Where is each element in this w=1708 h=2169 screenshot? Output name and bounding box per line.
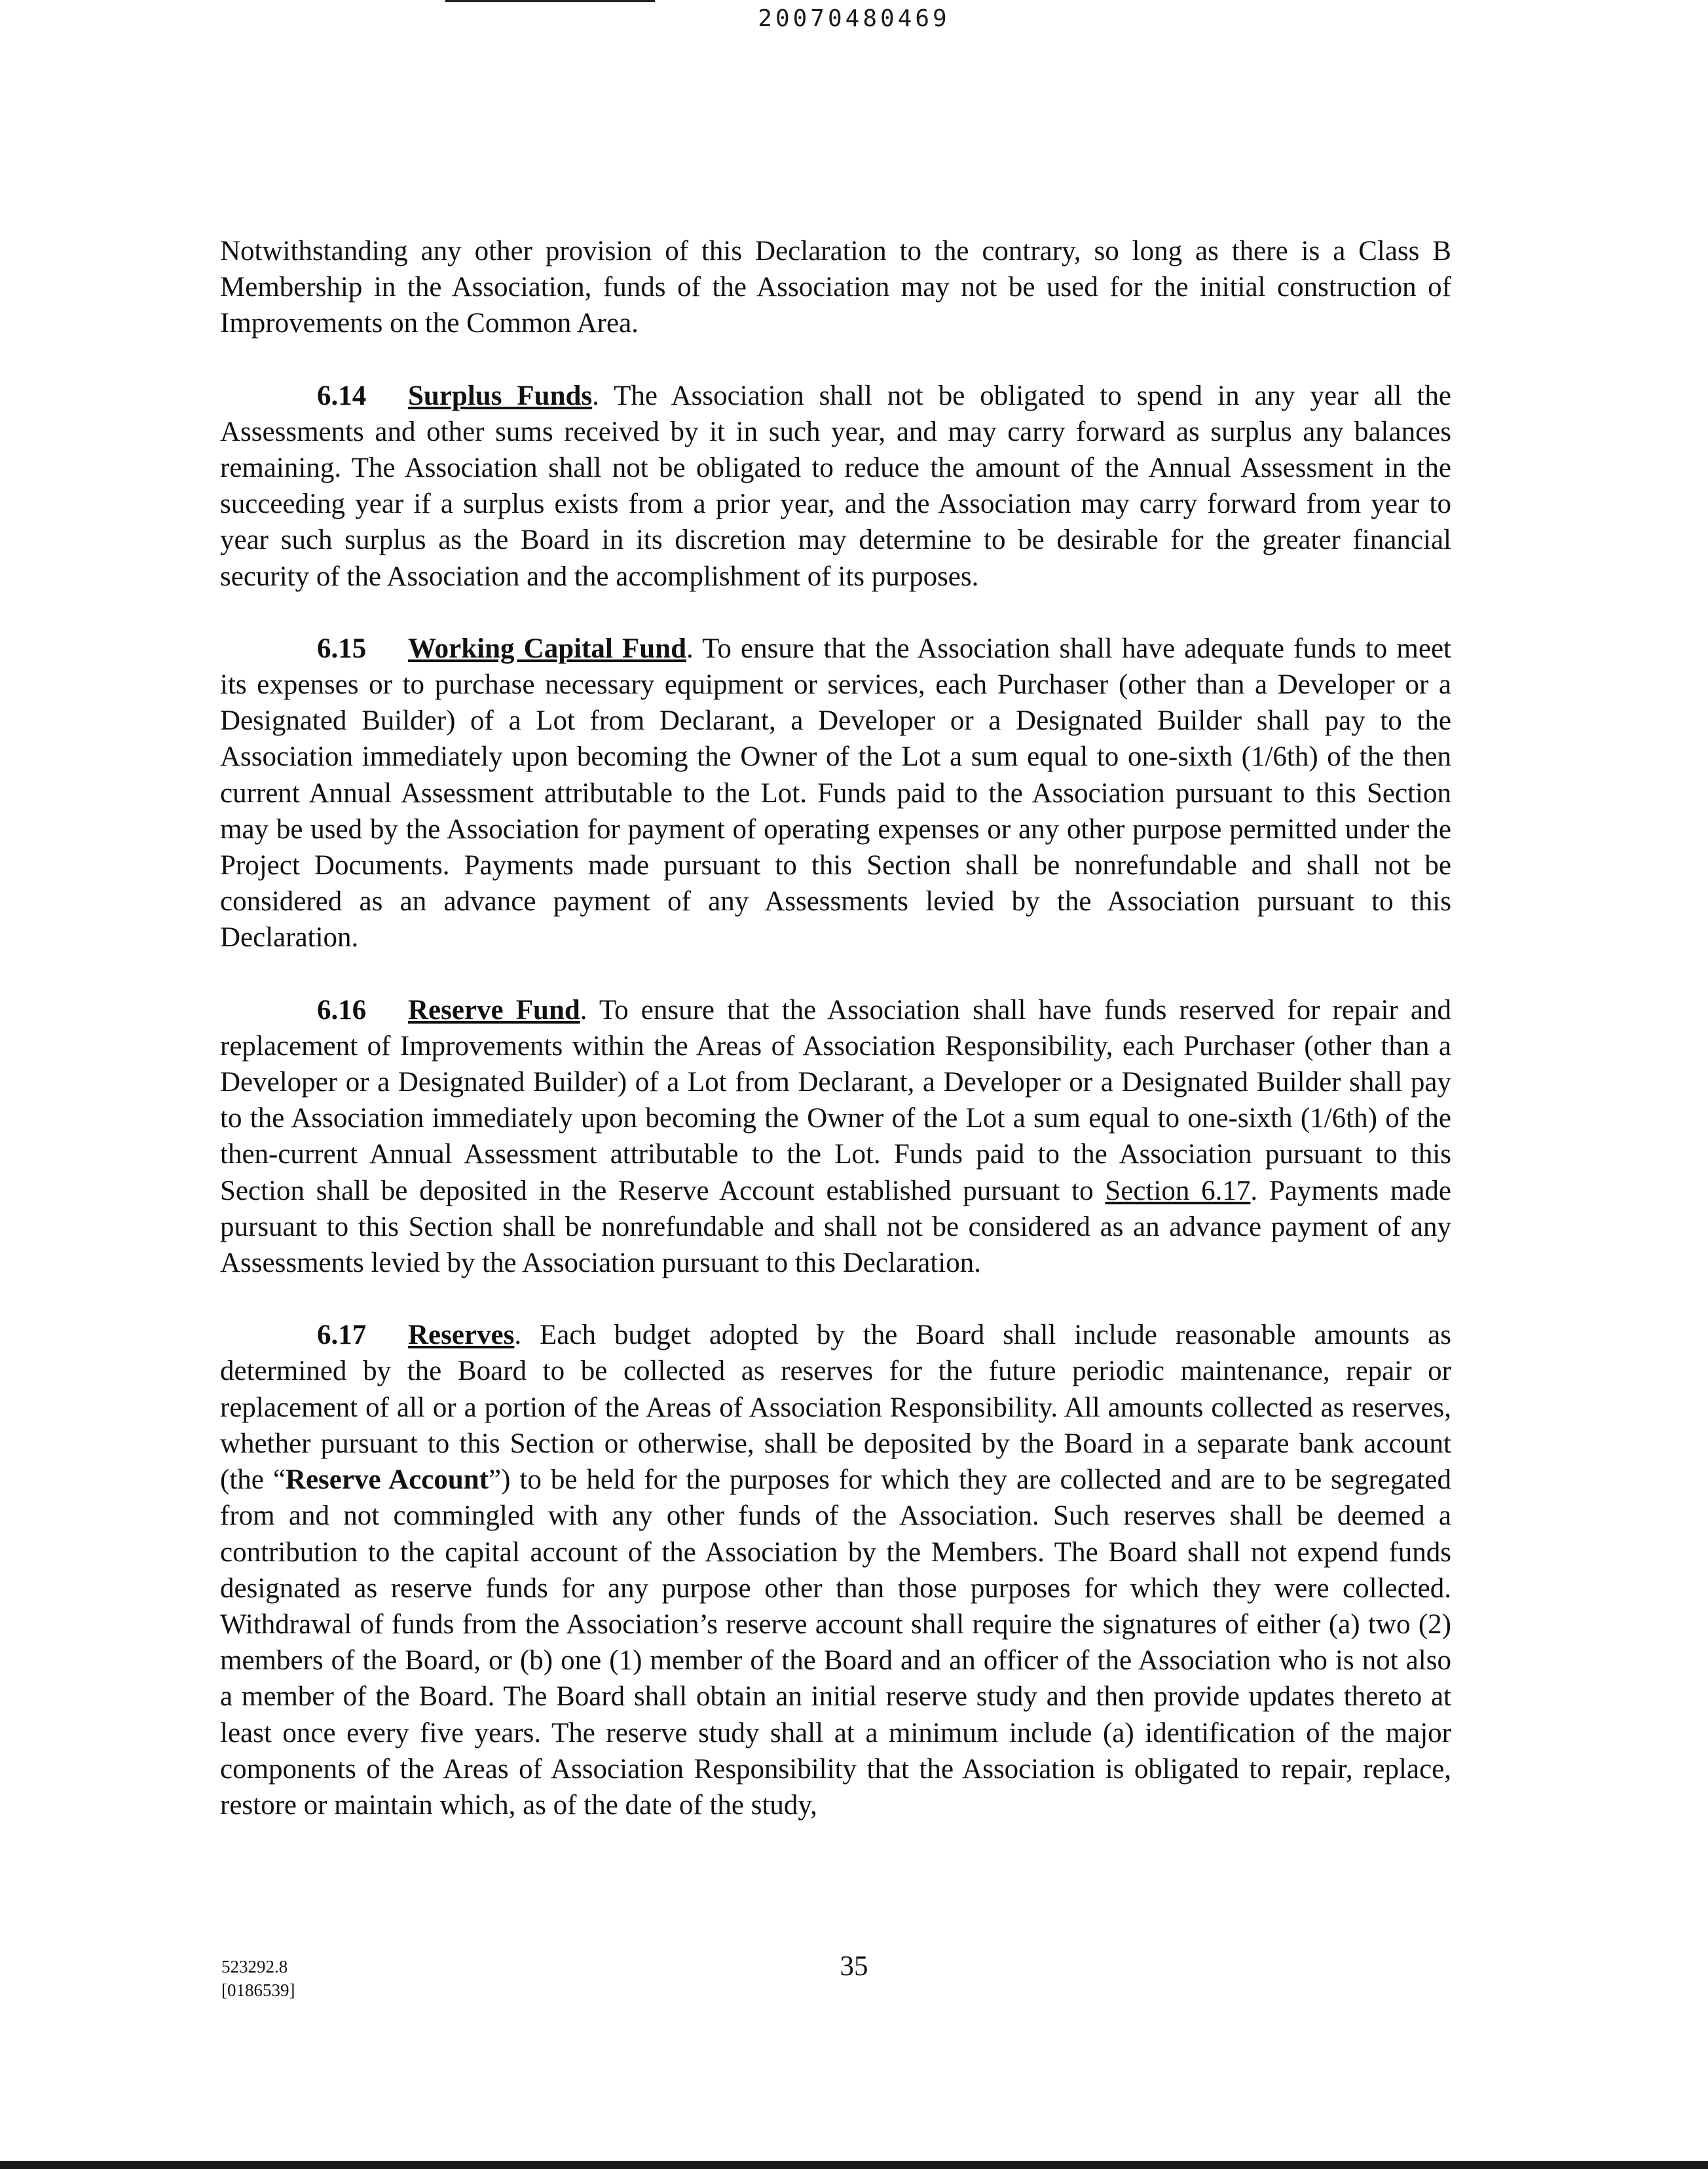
section-text: . Payments made pursuant to this Section shall be nonrefundable and shall not be considered as an advance payment of any Assessments levied by the Association pursuant to this Declaration. xyxy=(220,1175,1451,1279)
section-text: . Each budget adopted by the Board shall include reasonable amounts as determined by the Board to be collected as reserves for the future periodic maintenance, repair or replacement of all or a portion of the Areas of Association Responsibility. All amounts collected as reserves, whether pursuant to this Section or otherwise, shall be deposited by the Board in a separate bank account (the “ xyxy=(220,1320,1451,1496)
section-6-15 xyxy=(220,631,1451,956)
section-title: Reserves xyxy=(408,1320,515,1351)
page-number: 35 xyxy=(840,1951,868,1982)
section-number: 6.15 xyxy=(317,633,367,664)
defined-term: Reserve Account xyxy=(285,1464,489,1496)
section-title: Reserve Fund xyxy=(408,994,580,1026)
section-title: Working Capital Fund xyxy=(408,633,686,664)
section-6-16 xyxy=(220,992,1451,1282)
top-rule xyxy=(445,0,655,2)
intro-paragraph: Notwithstanding any other provision of this Declaration to the contrary, so long as there is a Class B Membership in the Association, funds of the Association may not be used for the initial construction of Improvements on the Common Area. xyxy=(220,236,1451,339)
section-number: 6.16 xyxy=(317,994,367,1026)
section-text: ”) to be held for the purposes for which they are collected and are to be segregated from and not commingled with any other funds of the Association. Such reserves shall be deemed a contribution to the capital account of the Association by the Members. The Board shall not expend funds designated as reserve funds for any purpose other than those purposes for which they were collected. Withdrawal of funds from the Association’s reserve account shall require the signatures of either (a) two (2) members of the Board, or (b) one (1) member of the Board and an officer of the Association who is not also a member of the Board. The Board shall obtain an initial reserve study and then provide updates thereto at least once every five years. The reserve study shall at a minimum include (a) identification of the major components of the Areas of Association Responsibility that the Association is obligated to repair, replace, restore or maintain which, as of the date of the study, xyxy=(220,1464,1451,1821)
section-text: . To ensure that the Association shall have funds reserved for repair and replacement of Improvements within the Areas of Association Responsibility, each Purchaser (other than a Developer or a Designated Builder) of a Lot from Declarant, a Developer or a Designated Builder shall pay to the Association immediately upon becoming the Owner of the Lot a sum equal to one-sixth (1/6th) of the then-current Annual Assessment attributable to the Lot. Funds paid to the Association pursuant to this Section shall be deposited in the Reserve Account established pursuant to xyxy=(220,994,1452,1206)
section-cross-reference: Section 6.17 xyxy=(1105,1175,1251,1206)
footer-id-line-2: [0186539] xyxy=(221,1980,295,2000)
section-6-17 xyxy=(220,1317,1451,1823)
section-text: . The Association shall not be obligated to spend in any year all the Assessments and other sums received by it in such year, and may carry forward as surplus any balances remaining. The Association shall not be obligated to reduce the amount of the Annual Assessment in the succeeding year if a surplus exists from a prior year, and the Association may carry forward from year to year such surplus as the Board in its discretion may determine to be desirable for the greater financial security of the Association and the accomplishment of its purposes. xyxy=(220,380,1451,592)
bottom-scan-edge xyxy=(0,2161,1708,2169)
section-number: 6.17 xyxy=(317,1320,367,1351)
document-body xyxy=(220,233,1451,1859)
document-number: 20070480469 xyxy=(758,5,950,32)
section-title: Surplus Funds xyxy=(408,380,593,411)
section-6-14 xyxy=(220,378,1451,595)
footer-id-line-1: 523292.8 xyxy=(221,1957,288,1976)
section-number: 6.14 xyxy=(317,380,367,411)
section-text: . To ensure that the Association shall have adequate funds to meet its expenses or to purchase necessary equipment or services, each Purchaser (other than a Developer or a Designated Builder) of a Lot from Declarant, a Developer or a Designated Builder shall pay to the Association immediately upon becoming the Owner of the Lot a sum equal to one-sixth (1/6th) of the then current Annual Assessment attributable to the Lot. Funds paid to the Association pursuant to this Section may be used by the Association for payment of operating expenses or any other purpose permitted under the Project Documents. Payments made pursuant to this Section shall be nonrefundable and shall not be considered as an advance payment of any Assessments levied by the Association pursuant to this Declaration. xyxy=(220,633,1451,954)
